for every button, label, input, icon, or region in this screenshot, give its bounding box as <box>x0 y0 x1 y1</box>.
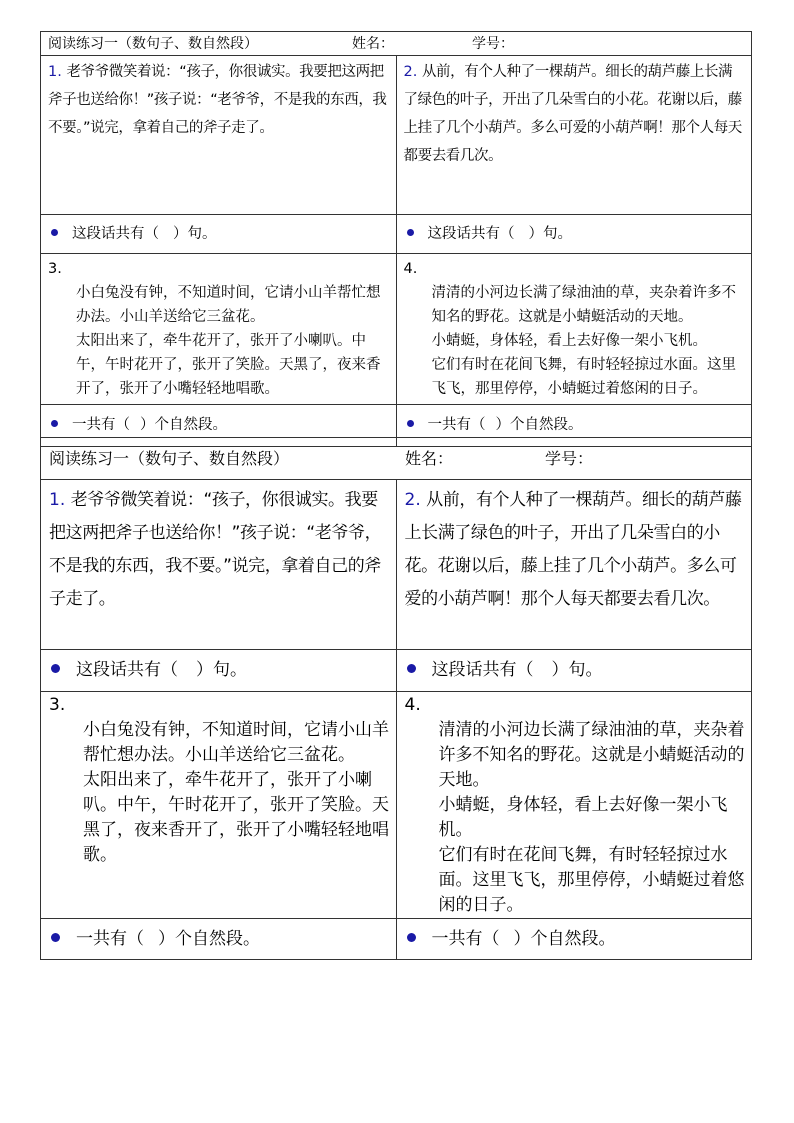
story-paragraph: 它们有时在花间飞舞，有时轻轻掠过水面。这里飞飞，那里停停，小蜻蜓过着悠闲的日子。 <box>431 357 736 397</box>
bullet-icon <box>407 420 414 427</box>
passage-1 <box>41 56 397 215</box>
question-suffix: ）句。 <box>528 226 572 242</box>
bullet-icon <box>51 229 58 236</box>
story-paragraph: 清清的小河边长满了绿油油的草，夹杂着许多不知名的野花。这就是小蜻蜓活动的天地。 <box>431 285 736 325</box>
passage-2 <box>396 56 752 215</box>
passage-number: 1. <box>48 64 62 80</box>
bullet-icon <box>51 420 58 427</box>
passage-text: 从前，有个人种了一棵葫芦。细长的葫芦藤上长满了绿色的叶子，开出了几朵雪白的小花。花谢以后，藤上挂了几个小葫芦。多么可爱的小葫芦啊！那个人每天都要去看几次。 <box>404 490 742 609</box>
bullet-icon <box>407 933 416 942</box>
passage-text: 老爷爷微笑着说：“孩子，你很诚实。我要把这两把斧子也送给你！”孩子说：“老爷爷，不是我的东西，我不要。”说完，拿着自己的斧子走了。 <box>48 64 387 136</box>
worksheet-header <box>41 32 752 56</box>
passage-text: 从前，有个人种了一棵葫芦。细长的葫芦藤上长满了绿色的叶子，开出了几朵雪白的小花。花谢以后，藤上挂了几个小葫芦。多么可爱的小葫芦啊！那个人每天都要去看几次。 <box>403 64 742 164</box>
story-paragraph: 小蜻蜓，身体轻，看上去好像一架小飞机。 <box>438 795 728 840</box>
worksheet-title: 阅读练习一（数句子、数自然段） <box>48 36 258 52</box>
question-suffix: ）个自然段。 <box>513 929 616 949</box>
story-paragraph: 小蜻蜓，身体轻，看上去好像一架小飞机。 <box>431 333 707 349</box>
story-3 <box>41 692 397 919</box>
bullet-icon <box>407 229 414 236</box>
story-paragraph: 清清的小河边长满了绿油油的草，夹杂着许多不知名的野花。这就是小蜻蜓活动的天地。 <box>438 720 745 790</box>
passage-number: 1. <box>49 490 66 510</box>
question-prefix: 一共有（ <box>427 417 486 433</box>
worksheet-header <box>41 438 752 480</box>
story-paragraph: 小白兔没有钟，不知道时间，它请小山羊帮忙想办法。小山羊送给它三盆花。 <box>76 285 381 325</box>
bullet-icon <box>51 664 60 673</box>
question-suffix: ）句。 <box>551 660 603 680</box>
question-prefix: 一共有（ <box>76 929 144 949</box>
story-number: 3. <box>48 261 62 277</box>
story-paragraph: 小白兔没有钟，不知道时间，它请小山羊帮忙想办法。小山羊送给它三盆花。 <box>83 720 389 765</box>
sentence-count-question <box>41 650 397 692</box>
passage-number: 2. <box>404 490 421 510</box>
story-number: 4. <box>403 261 418 277</box>
question-suffix: ）个自然段。 <box>140 417 227 433</box>
bullet-icon <box>51 933 60 942</box>
question-prefix: 一共有（ <box>431 929 500 949</box>
passage-2 <box>396 480 752 650</box>
question-suffix: ）个自然段。 <box>158 929 260 949</box>
question-suffix: ）句。 <box>173 226 217 242</box>
name-label: 姓名： <box>405 449 454 468</box>
question-prefix: 这段话共有（ <box>431 660 534 680</box>
story-number: 4. <box>404 695 421 715</box>
passage-number: 2. <box>403 64 418 80</box>
story-paragraph: 太阳出来了，牵牛花开了，张开了小喇叭。中午，午时花开了，张开了笑脸。天黑了，夜来香开了，张开了小嘴轻轻地唱歌。 <box>83 770 389 865</box>
paragraph-count-question <box>396 919 752 960</box>
question-prefix: 这段话共有（ <box>72 226 159 242</box>
worksheet-title: 阅读练习一（数句子、数自然段） <box>49 449 290 468</box>
story-4 <box>396 254 752 405</box>
worksheet-2 <box>40 437 752 960</box>
worksheet-1 <box>40 31 752 447</box>
story-number: 3. <box>49 695 66 715</box>
paragraph-count-question <box>41 919 397 960</box>
story-paragraph: 太阳出来了，牵牛花开了，张开了小喇叭。中午，午时花开了，张开了笑脸。天黑了，夜来香开了，张开了小嘴轻轻地唱歌。 <box>76 333 381 397</box>
question-prefix: 这段话共有（ <box>427 226 515 242</box>
sentence-count-question <box>41 215 397 254</box>
sentence-count-question <box>396 650 752 692</box>
passage-1 <box>41 480 397 650</box>
question-suffix: ）个自然段。 <box>495 417 583 433</box>
name-label: 姓名： <box>352 36 394 52</box>
sentence-count-question <box>396 215 752 254</box>
student-id-label: 学号： <box>472 36 514 52</box>
story-paragraph: 它们有时在花间飞舞，有时轻轻掠过水面。这里飞飞，那里停停，小蜻蜓过着悠闲的日子。 <box>438 845 745 915</box>
story-4 <box>396 692 752 919</box>
bullet-icon <box>407 664 416 673</box>
question-suffix: ）句。 <box>196 660 247 680</box>
student-id-label: 学号： <box>545 449 594 468</box>
question-prefix: 这段话共有（ <box>76 660 178 680</box>
story-3 <box>41 254 397 405</box>
passage-text: 老爷爷微笑着说：“孩子，你很诚实。我要把这两把斧子也送给你！”孩子说：“老爷爷，不是我的东西，我不要。”说完，拿着自己的斧子走了。 <box>49 490 382 609</box>
question-prefix: 一共有（ <box>72 417 130 433</box>
